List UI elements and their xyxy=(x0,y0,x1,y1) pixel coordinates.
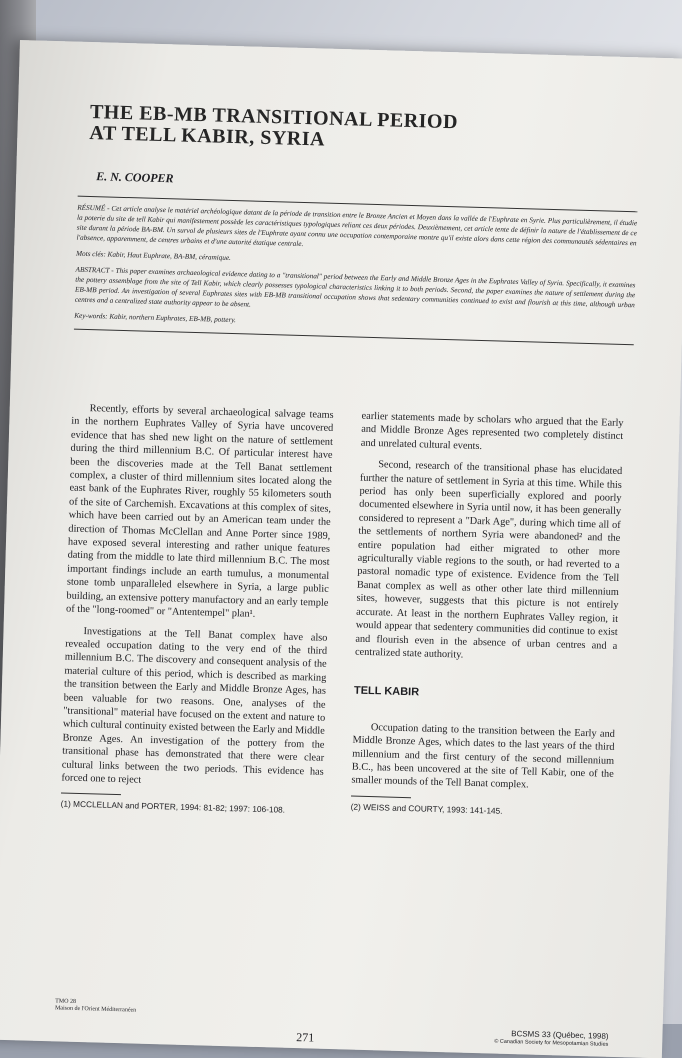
journal-page xyxy=(0,40,682,1058)
footnote-1: (1) MCCLELLAN and PORTER, 1994: 81-82; 1997: 106-108. xyxy=(60,798,286,816)
right-paragraph-1: earlier statements made by scholars who argued that the Early and Middle Bronze Ages represented two completely distinct and unrelated cultural events. xyxy=(360,410,624,452)
footnote-2: (2) WEISS and COURTY, 1993: 141-145. xyxy=(350,801,503,816)
bcsms-label: BCSMS 33 (Québec, 1998) xyxy=(511,1029,609,1041)
footnote-rule-left xyxy=(61,793,121,796)
left-paragraph-1: Recently, efforts by several archaeological salvage teams in the northern Euphrates Valley of Syria have uncovered evidence that has shed new light on the nature of settlement during the third millennium B.C. Of particular interest have been the discoveries made at the Tell Banat settlement complex, a cluster of third millennium sites located along the east bank of the Euphrates River, roughly 55 kilometers south of the site of Carchemish. Excavations at this complex of sites, which have been carried out by an American team under the direction of Thomas McClellan and Anne Porter since 1989, have exposed several interesting and rather unique features dating from the middle to late third millennium B.C. The most important findings include an earth tumulus, a monumental stone tomb unparalleled elsewhere in Syria, a large public building, an extensive pottery manufactory and an early temple of the "long-roomed" or "Antentempel" plan¹. xyxy=(65,403,334,620)
section-heading-tell-kabir: TELL KABIR xyxy=(353,684,420,699)
left-column xyxy=(60,402,333,819)
right-paragraph-3: Occupation dating to the transition between the Early and Middle Bronze Ages, which dates to the last years of the third millennium and the first century of the second millennium B.C., has been uncovered at the site of Tell Kabir, one of the smaller mounds of the Tell Banat complex. xyxy=(351,721,616,791)
resume-french: RÉSUMÉ - Cet article analyse le matériel archéologique datant de la période de transition entre le Bronze Ancien et Moyen dans la vallée de l'Euphrate en Syrie. Plus particulièrement, il étudie la poterie du site de tell Kabir qui manifestement possède les caractéristiques typologiques reliant ces deux périodes. Deuxièmement, cet article tente de définir la nature de l'établissement de ce site durant la période BA-BM. Un survol de plusieurs sites de l'Euphrate ayant connu une occupation contemporaine montre qu'il existe alors dans cette région des communautés sédentaires en l'absence, apparemment, de centres urbains et d'une autorité étatique centrale. xyxy=(76,203,638,248)
abstract-box xyxy=(74,196,638,346)
footnote-rule-right xyxy=(351,795,411,798)
keywords: Key-words: Kabir, northern Euphrates, EB-MB, pottery. xyxy=(74,311,237,325)
body-columns xyxy=(60,402,632,816)
article-author: E. N. COOPER xyxy=(96,169,174,186)
left-paragraph-2: Investigations at the Tell Banat complex have also revealed occupation dating to the very end of the third millennium B.C. The discovery and consequent analysis of the material culture of this period, which is described as marking the transition between the Early and Middle Bronze Ages, has been valuable for two reasons. One, analyses of the "transitional" material have focused on the extent and nature to which cultural continuity existed between the Early and Middle Bronze Ages. An investigation of the pottery from the transitional phase has demonstrated that there were clear cultural links between the two periods. This evidence has forced one to reject xyxy=(61,625,328,786)
society-label: © Canadian Society for Mesopotamian Studies xyxy=(494,1038,609,1048)
page-content xyxy=(54,82,641,1048)
right-paragraph-2: Second, research of the transitional phase has elucidated further the nature of settlement in Syria at this time. While this period has only been superficially explored and poorly documented elsewhere in Syria until now, it has been generally considered to represent a "Dark Age", during which time all of the settlements of northern Syria were abandoned² and the entire population had either migrated to other more agriculturally viable regions to the south, or had reverted to a pastoral nomadic type of existence. Evidence from the Tell Banat complex as well as other other late third millennium sites, however, suggests that this picture is not entirely accurate. At least in the northern Euphrates Valley region, it would appear that sedentery communities did continue to exist and flourish even in the absence of urban centres and a centralized state authority. xyxy=(354,459,623,661)
journal-citation xyxy=(494,1029,609,1050)
right-column xyxy=(351,410,624,821)
journal-series-label: TMO 28 Maison de l'Orient Méditerranéen xyxy=(54,998,137,1014)
abstract-english: ABSTRACT - This paper examines archaeological evidence dating to a "transitional" period between the Early and Middle Bronze Ages in the Euphrates Valley of Syria. Specifically, it examines the pottery assemblage from the site of Tell Kabir, which clearly possesses typological characteristics linking it to both periods. Second, the paper examines the nature of settlement during the EB-MB period. An investigation of several Euphrates sites with EB-MB transitional occupation shows that sedentary communities continued to exist and flourish at this time, although urban centres and a centralized state authority appear to be absent. xyxy=(74,265,636,310)
page-number: 271 xyxy=(296,1030,315,1045)
mots-cles: Mots clés: Kabir, Haut Euphrate, BA-BM, céramique. xyxy=(75,249,232,262)
article-title: THE EB-MB TRANSITIONAL PERIOD AT TELL KABIR, SYRIA xyxy=(89,100,459,151)
